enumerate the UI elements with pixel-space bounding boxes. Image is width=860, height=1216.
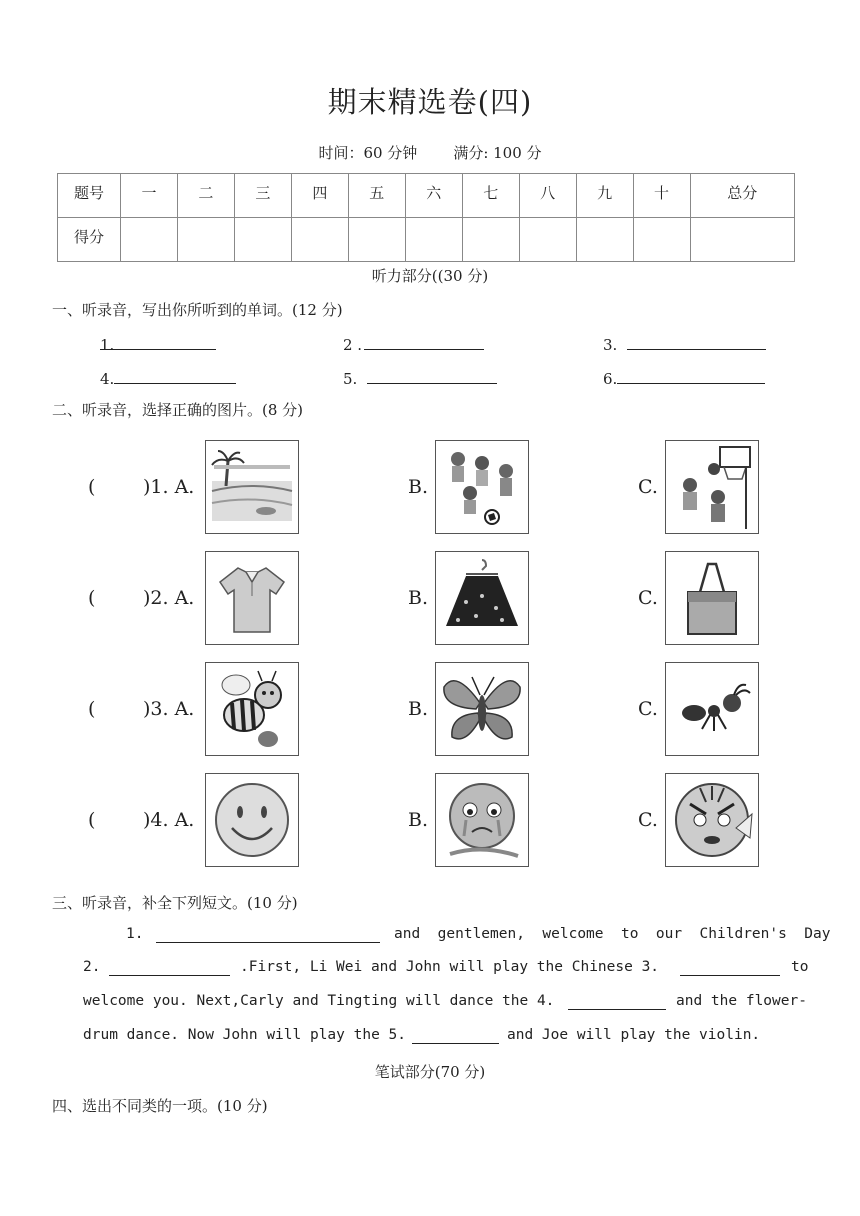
option-c-label: C. xyxy=(638,587,658,609)
word-item-3 xyxy=(603,333,766,354)
question-4-label: )4. A. xyxy=(143,809,195,831)
answer-paren[interactable]: ( xyxy=(88,476,96,498)
option-c-label: C. xyxy=(638,476,658,498)
passage-blank-2[interactable] xyxy=(109,959,230,976)
word-item-1 xyxy=(100,333,216,354)
bee-icon xyxy=(206,663,298,755)
option-c-label: C. xyxy=(638,698,658,720)
score-cell[interactable] xyxy=(405,218,462,262)
passage-blank-3[interactable] xyxy=(680,959,780,976)
score-table-score-row xyxy=(58,218,795,262)
word-item-4 xyxy=(100,367,236,388)
answer-blank[interactable] xyxy=(367,367,497,384)
option-3c-picture[interactable] xyxy=(665,662,759,756)
score-row-label: 得分 xyxy=(58,218,121,262)
answer-blank[interactable] xyxy=(364,333,484,350)
passage-text: drum dance. Now John will play the 5. xyxy=(83,1027,407,1043)
score-cell[interactable] xyxy=(177,218,234,262)
item-number: 3. xyxy=(603,336,618,354)
listening-heading: 听力部分((30 分) xyxy=(371,267,489,285)
page-title: 期末精选卷(四) xyxy=(327,85,533,119)
passage-text: and Joe will play the violin. xyxy=(507,1027,761,1043)
score-cell[interactable] xyxy=(633,218,690,262)
word-item-2 xyxy=(343,333,484,354)
item-number: 1. xyxy=(100,336,115,354)
ant-icon xyxy=(666,663,758,755)
full-score: 满分: 100 分 xyxy=(453,144,542,162)
passage-text: welcome you. Next,Carly and Tingting will dance the 4. xyxy=(83,993,555,1009)
option-b-label: B. xyxy=(408,809,429,831)
score-header-cell: 总分 xyxy=(690,174,794,218)
score-header-cell: 一 xyxy=(121,174,178,218)
answer-paren[interactable]: ( xyxy=(88,698,96,720)
option-3a-picture[interactable] xyxy=(205,662,299,756)
answer-paren[interactable]: ( xyxy=(88,587,96,609)
passage-text: to xyxy=(791,959,809,975)
score-cell[interactable] xyxy=(576,218,633,262)
score-table-header-row xyxy=(58,174,795,218)
answer-blank[interactable] xyxy=(627,333,766,350)
kids-playing-basketball-icon xyxy=(666,441,758,533)
beach-scene-icon xyxy=(206,441,298,533)
option-1c-picture[interactable] xyxy=(665,440,759,534)
item-number: 6. xyxy=(603,370,618,388)
passage-blank-1[interactable] xyxy=(156,926,380,943)
score-cell[interactable] xyxy=(519,218,576,262)
score-cell[interactable] xyxy=(234,218,291,262)
item-number: 2 . xyxy=(343,336,363,354)
score-header-cell: 题号 xyxy=(58,174,121,218)
happy-face-icon xyxy=(206,774,298,866)
option-3b-picture[interactable] xyxy=(435,662,529,756)
score-header-cell: 六 xyxy=(405,174,462,218)
blank-number: 2. xyxy=(83,959,101,975)
option-2c-picture[interactable] xyxy=(665,551,759,645)
score-cell[interactable] xyxy=(462,218,519,262)
answer-paren[interactable]: ( xyxy=(88,809,96,831)
option-2a-picture[interactable] xyxy=(205,551,299,645)
section2-heading: 二、听录音，选择正确的图片。(8 分) xyxy=(52,401,304,419)
option-b-label: B. xyxy=(408,476,429,498)
angry-face-icon xyxy=(666,774,758,866)
item-number: 5. xyxy=(343,370,358,388)
passage-blank-5[interactable] xyxy=(412,1027,499,1044)
score-header-cell: 九 xyxy=(576,174,633,218)
option-4c-picture[interactable] xyxy=(665,773,759,867)
passage-text: and gentlemen, welcome to our Children's Day xyxy=(394,926,831,942)
question-1-label: )1. A. xyxy=(143,476,195,498)
blank-number: 1. xyxy=(126,926,144,942)
option-2b-picture[interactable] xyxy=(435,551,529,645)
option-1b-picture[interactable] xyxy=(435,440,529,534)
score-header-cell: 四 xyxy=(291,174,348,218)
option-b-label: B. xyxy=(408,698,429,720)
score-cell[interactable] xyxy=(690,218,794,262)
score-header-cell: 十 xyxy=(633,174,690,218)
option-b-label: B. xyxy=(408,587,429,609)
crying-face-icon xyxy=(436,774,528,866)
section4-heading: 四、选出不同类的一项。(10 分) xyxy=(52,1097,268,1115)
passage-blank-4[interactable] xyxy=(568,993,666,1010)
word-item-6 xyxy=(603,367,765,388)
score-header-cell: 五 xyxy=(348,174,405,218)
score-cell[interactable] xyxy=(291,218,348,262)
handbag-icon xyxy=(666,552,758,644)
passage-line-1 xyxy=(126,926,143,942)
option-1a-picture[interactable] xyxy=(205,440,299,534)
score-cell[interactable] xyxy=(348,218,405,262)
score-cell[interactable] xyxy=(121,218,178,262)
score-header-cell: 二 xyxy=(177,174,234,218)
kids-playing-football-icon xyxy=(436,441,528,533)
answer-blank[interactable] xyxy=(100,333,216,350)
passage-text: and the flower- xyxy=(676,993,807,1009)
score-table xyxy=(57,173,795,262)
time-limit: 时间：60 分钟 xyxy=(318,144,418,162)
skirt-icon xyxy=(436,552,528,644)
passage-text: .First, Li Wei and John will play the Chinese 3. xyxy=(240,959,660,975)
butterfly-icon xyxy=(436,663,528,755)
option-c-label: C. xyxy=(638,809,658,831)
option-4b-picture[interactable] xyxy=(435,773,529,867)
answer-blank[interactable] xyxy=(617,367,765,384)
score-header-cell: 七 xyxy=(462,174,519,218)
question-3-label: )3. A. xyxy=(143,698,195,720)
section3-heading: 三、听录音，补全下列短文。(10 分) xyxy=(52,894,298,912)
word-item-5 xyxy=(343,367,497,388)
item-number: 4. xyxy=(100,370,115,388)
section1-heading: 一、听录音，写出你所听到的单词。(12 分) xyxy=(52,301,343,319)
score-header-cell: 八 xyxy=(519,174,576,218)
written-heading: 笔试部分(70 分) xyxy=(374,1063,486,1081)
tshirt-icon xyxy=(206,552,298,644)
option-4a-picture[interactable] xyxy=(205,773,299,867)
score-header-cell: 三 xyxy=(234,174,291,218)
answer-blank[interactable] xyxy=(114,367,236,384)
question-2-label: )2. A. xyxy=(143,587,195,609)
exam-info xyxy=(0,142,860,163)
